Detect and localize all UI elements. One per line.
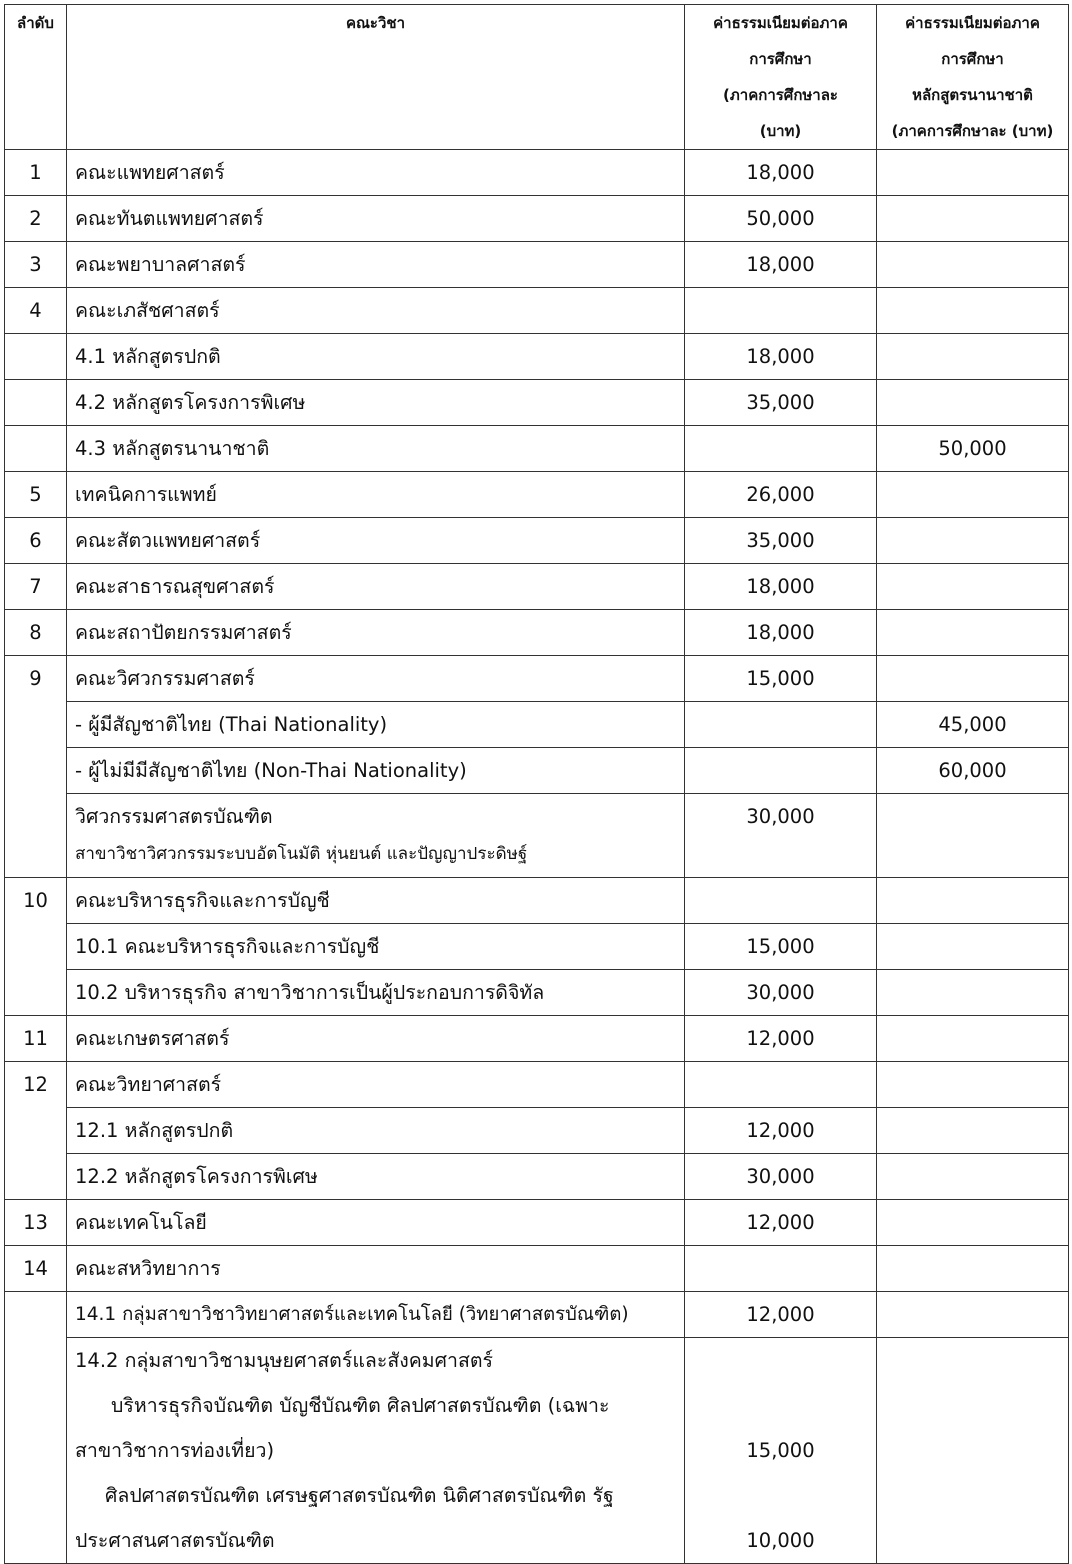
row-number: 3 — [5, 242, 67, 288]
faculty-name: คณะสาธารณสุขศาสตร์ — [67, 564, 685, 610]
faculty-line: 14.2 กลุ่มสาขาวิชามนุษยศาสตร์และสังคมศาสตร์ — [75, 1349, 494, 1372]
header-intl-fee — [877, 5, 1069, 150]
intl-fee-value — [877, 1154, 1069, 1200]
faculty-name: คณะทันตแพทยศาสตร์ — [67, 196, 685, 242]
header-fee — [685, 5, 877, 150]
intl-fee-value — [877, 794, 1069, 878]
faculty-cell — [67, 794, 685, 878]
fee-value: 30,000 — [685, 794, 877, 878]
faculty-name: วิศวกรรมศาสตรบัณฑิต — [75, 805, 273, 828]
table-row — [5, 610, 1069, 656]
header-fee-line: ค่าธรรมเนียมต่อภาค — [713, 14, 848, 32]
fee-value: 35,000 — [685, 380, 877, 426]
table-row — [5, 878, 1069, 924]
table-row — [5, 196, 1069, 242]
faculty-name: คณะบริหารธุรกิจและการบัญชี — [67, 878, 685, 924]
header-intl-line: การศึกษา — [941, 50, 1004, 68]
intl-fee-value: 45,000 — [877, 702, 1069, 748]
faculty-name: 4.2 หลักสูตรโครงการพิเศษ — [67, 380, 685, 426]
row-number — [5, 380, 67, 426]
intl-fee-value — [877, 150, 1069, 196]
table-row — [5, 380, 1069, 426]
intl-fee-value — [877, 610, 1069, 656]
fee-value: 15,000 — [746, 1439, 815, 1462]
intl-fee-value — [877, 564, 1069, 610]
row-number: 1 — [5, 150, 67, 196]
faculty-name: คณะพยาบาลศาสตร์ — [67, 242, 685, 288]
table-row — [5, 970, 1069, 1016]
header-intl-line: หลักสูตรนานาชาติ — [912, 86, 1033, 104]
fee-value: 18,000 — [685, 334, 877, 380]
intl-fee-value — [877, 1108, 1069, 1154]
intl-fee-value — [877, 878, 1069, 924]
faculty-line: ศิลปศาสตรบัณฑิต เศรษฐศาสตรบัณฑิต นิติศาสตรบัณฑิต รัฐ — [105, 1484, 614, 1507]
fee-value: 10,000 — [746, 1529, 815, 1552]
faculty-line: ประศาสนศาสตรบัณฑิต — [75, 1529, 275, 1552]
table-row — [5, 1338, 1069, 1564]
row-number: 2 — [5, 196, 67, 242]
faculty-name: คณะวิศวกรรมศาสตร์ — [67, 656, 685, 702]
fee-value: 30,000 — [685, 1154, 877, 1200]
fee-value: 12,000 — [685, 1108, 877, 1154]
intl-fee-value — [877, 472, 1069, 518]
table-row — [5, 924, 1069, 970]
fee-value: 18,000 — [685, 242, 877, 288]
faculty-name: คณะแพทยศาสตร์ — [67, 150, 685, 196]
faculty-name: คณะสถาปัตยกรรมศาสตร์ — [67, 610, 685, 656]
intl-fee-value — [877, 334, 1069, 380]
fee-value: 15,000 — [685, 656, 877, 702]
faculty-name: คณะสัตวแพทยศาสตร์ — [67, 518, 685, 564]
row-number — [5, 1292, 67, 1564]
table-row — [5, 564, 1069, 610]
header-fee-line: (ภาคการศึกษาละ — [723, 86, 838, 104]
header-fee-line: การศึกษา — [749, 50, 812, 68]
fee-value: 12,000 — [685, 1292, 877, 1338]
row-number: 10 — [5, 878, 67, 1016]
faculty-name: 4.1 หลักสูตรปกติ — [67, 334, 685, 380]
table-row — [5, 656, 1069, 702]
row-number: 9 — [5, 656, 67, 878]
table-row — [5, 1154, 1069, 1200]
table-row — [5, 288, 1069, 334]
header-intl-line: (ภาคการศึกษาละ (บาท) — [891, 122, 1054, 140]
row-number — [5, 334, 67, 380]
row-number: 13 — [5, 1200, 67, 1246]
intl-fee-value — [877, 1338, 1069, 1564]
table-row — [5, 1062, 1069, 1108]
fee-value — [685, 878, 877, 924]
table-row — [5, 242, 1069, 288]
faculty-name: คณะเกษตรศาสตร์ — [67, 1016, 685, 1062]
fee-value: 50,000 — [685, 196, 877, 242]
faculty-subname: สาขาวิชาวิศวกรรมระบบอัตโนมัติ หุ่นยนต์ และปัญญาประดิษฐ์ — [75, 844, 528, 864]
faculty-name: 10.2 บริหารธุรกิจ สาขาวิชาการเป็นผู้ประกอบการดิจิทัล — [67, 970, 685, 1016]
intl-fee-value — [877, 196, 1069, 242]
table-row — [5, 1016, 1069, 1062]
table-row — [5, 748, 1069, 794]
header-fee-line: (บาท) — [759, 122, 802, 140]
table-row — [5, 334, 1069, 380]
intl-fee-value — [877, 924, 1069, 970]
intl-fee-value — [877, 288, 1069, 334]
intl-fee-value — [877, 1292, 1069, 1338]
faculty-name: - ผู้มีสัญชาติไทย (Thai Nationality) — [67, 702, 685, 748]
fee-value — [685, 426, 877, 472]
table-row — [5, 150, 1069, 196]
intl-fee-value — [877, 656, 1069, 702]
fee-value: 18,000 — [685, 610, 877, 656]
faculty-name: คณะวิทยาศาสตร์ — [67, 1062, 685, 1108]
intl-fee-value: 60,000 — [877, 748, 1069, 794]
row-number: 6 — [5, 518, 67, 564]
fee-value: 30,000 — [685, 970, 877, 1016]
fee-value: 18,000 — [685, 150, 877, 196]
fee-value — [685, 1246, 877, 1292]
row-number: 7 — [5, 564, 67, 610]
table-row — [5, 794, 1069, 878]
faculty-name: 12.1 หลักสูตรปกติ — [67, 1108, 685, 1154]
intl-fee-value — [877, 518, 1069, 564]
row-number: 11 — [5, 1016, 67, 1062]
intl-fee-value: 50,000 — [877, 426, 1069, 472]
faculty-name: คณะเภสัชศาสตร์ — [67, 288, 685, 334]
row-number: 14 — [5, 1246, 67, 1292]
intl-fee-value — [877, 380, 1069, 426]
table-row — [5, 1292, 1069, 1338]
header-faculty: คณะวิชา — [67, 5, 685, 150]
intl-fee-value — [877, 1200, 1069, 1246]
row-number: 12 — [5, 1062, 67, 1200]
faculty-cell — [67, 1338, 685, 1564]
fee-value: 35,000 — [685, 518, 877, 564]
faculty-name: คณะเทคโนโลยี — [67, 1200, 685, 1246]
header-row — [5, 5, 1069, 150]
table-row — [5, 1108, 1069, 1154]
faculty-name: 12.2 หลักสูตรโครงการพิเศษ — [67, 1154, 685, 1200]
table-row — [5, 518, 1069, 564]
fee-value — [685, 748, 877, 794]
row-number: 4 — [5, 288, 67, 334]
faculty-name: คณะสหวิทยาการ — [67, 1246, 685, 1292]
faculty-name: 14.1 กลุ่มสาขาวิชาวิทยาศาสตร์และเทคโนโลยี (วิทยาศาสตรบัณฑิต) — [67, 1292, 685, 1338]
fee-value: 18,000 — [685, 564, 877, 610]
fee-value — [685, 1062, 877, 1108]
header-no: ลำดับ — [5, 5, 67, 150]
table-row — [5, 426, 1069, 472]
intl-fee-value — [877, 970, 1069, 1016]
row-number: 8 — [5, 610, 67, 656]
tuition-fee-table — [4, 4, 1069, 1564]
faculty-name: - ผู้ไม่มีมีสัญชาติไทย (Non-Thai Nationality) — [67, 748, 685, 794]
faculty-name: 4.3 หลักสูตรนานาชาติ — [67, 426, 685, 472]
intl-fee-value — [877, 1246, 1069, 1292]
faculty-name: 10.1 คณะบริหารธุรกิจและการบัญชี — [67, 924, 685, 970]
faculty-line: สาขาวิชาการท่องเที่ยว) — [75, 1439, 275, 1462]
row-number — [5, 426, 67, 472]
faculty-name: เทคนิคการแพทย์ — [67, 472, 685, 518]
fee-value: 26,000 — [685, 472, 877, 518]
table-row — [5, 1200, 1069, 1246]
row-number: 5 — [5, 472, 67, 518]
fee-cell — [685, 1338, 877, 1564]
fee-value — [685, 288, 877, 334]
table-row — [5, 702, 1069, 748]
faculty-line: บริหารธุรกิจบัณฑิต บัญชีบัณฑิต ศิลปศาสตรบัณฑิต (เฉพาะ — [111, 1394, 610, 1417]
intl-fee-value — [877, 242, 1069, 288]
fee-value: 12,000 — [685, 1016, 877, 1062]
intl-fee-value — [877, 1016, 1069, 1062]
fee-value: 12,000 — [685, 1200, 877, 1246]
fee-value: 15,000 — [685, 924, 877, 970]
fee-value — [685, 702, 877, 748]
header-intl-line: ค่าธรรมเนียมต่อภาค — [905, 14, 1040, 32]
table-row — [5, 472, 1069, 518]
intl-fee-value — [877, 1062, 1069, 1108]
table-row — [5, 1246, 1069, 1292]
